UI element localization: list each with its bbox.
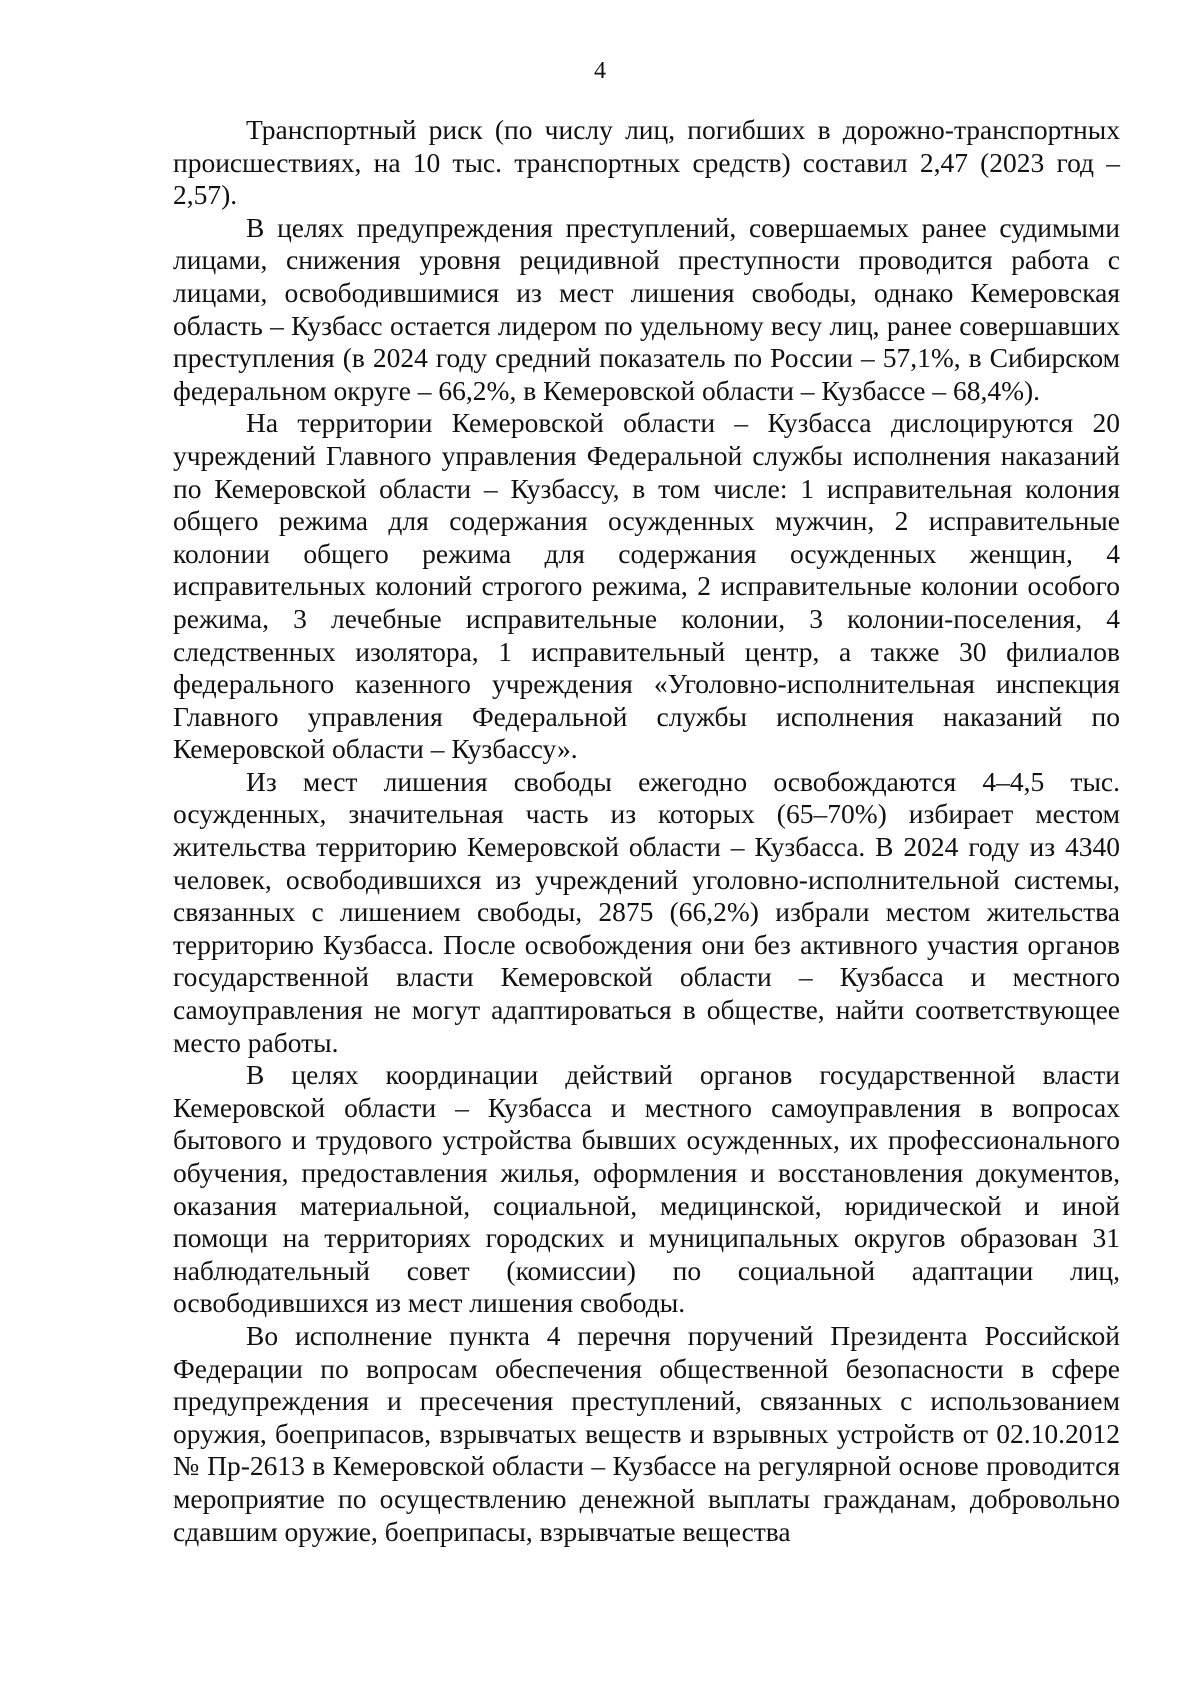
paragraph-released-prisoners: Из мест лишения свободы ежегодно освобождаются 4–4,5 тыс. осужденных, значительная часть из которых (65–70%) избирает местом жительства территорию Кемеровской области – Кузбасса. В 2024 году из 4340 человек, освободившихся из учреждений уголовно-исполнительной системы, связанных с лишением свободы, 2875 (66,2%) избрали местом жительства территорию Кузбасса. После освобождения они без активного участия органов государственной власти Кемеровской области – Кузбасса и местного самоуправления не могут адаптироваться в обществе, найти соответствующее место работы.: [173, 765, 1120, 1058]
paragraph-crime-prevention: В целях предупреждения преступлений, совершаемых ранее судимыми лицами, снижения уровня рецидивной преступности проводится работа с лицами, освободившимися из мест лишения свободы, однако Кемеровская область – Кузбасс остается лидером по удельному весу лиц, ранее совершавших преступления (в 2024 году средний показатель по России – 57,1%, в Сибирском федеральном округе – 66,2%, в Кемеровской области – Кузбассе – 68,4%).: [173, 211, 1120, 406]
paragraph-coordination-councils: В целях координации действий органов государственной власти Кемеровской области – Кузбасса и местного самоуправления в вопросах бытового и трудового устройства бывших осужденных, их профессионального обучения, предоставления жилья, оформления и восстановления документов, оказания материальной, социальной, медицинской, юридической и иной помощи на территориях городских и муниципальных округов образован 31 наблюдательный совет (комиссии) по социальной адаптации лиц, освободившихся из мест лишения свободы.: [173, 1059, 1120, 1319]
paragraph-transport-risk: Транспортный риск (по числу лиц, погибших в дорожно-транспортных происшествиях, на 10 тыс. транспортных средств) составил 2,47 (2023 год – 2,57).: [173, 114, 1120, 211]
paragraph-penal-institutions: На территории Кемеровской области – Кузбасса дислоцируются 20 учреждений Главного управления Федеральной службы исполнения наказаний по Кемеровской области – Кузбассу, в том числе: 1 исправительная колония общего режима для содержания осужденных мужчин, 2 исправительные колонии общего режима для содержания осужденных женщин, 4 исправительных колоний строгого режима, 2 исправительные колонии особого режима, 3 лечебные исправительные колонии, 3 колонии-поселения, 4 следственных изолятора, 1 исправительный центр, а также 30 филиалов федерального казенного учреждения «Уголовно-исполнительная инспекция Главного управления Федеральной службы исполнения наказаний по Кемеровской области – Кузбассу».: [173, 407, 1120, 765]
paragraph-weapons-buyback: Во исполнение пункта 4 перечня поручений Президента Российской Федерации по вопросам обеспечения общественной безопасности в сфере предупреждения и пресечения преступлений, связанных с использованием оружия, боеприпасов, взрывчатых веществ и взрывных устройств от 02.10.2012 № Пр-2613 в Кемеровской области – Кузбассе на регулярной основе проводится мероприятие по осуществлению денежной выплаты гражданам, добровольно сдавшим оружие, боеприпасы, взрывчатые вещества: [173, 1319, 1120, 1547]
page-number: 4: [594, 58, 606, 84]
document-body: [173, 114, 1120, 1548]
